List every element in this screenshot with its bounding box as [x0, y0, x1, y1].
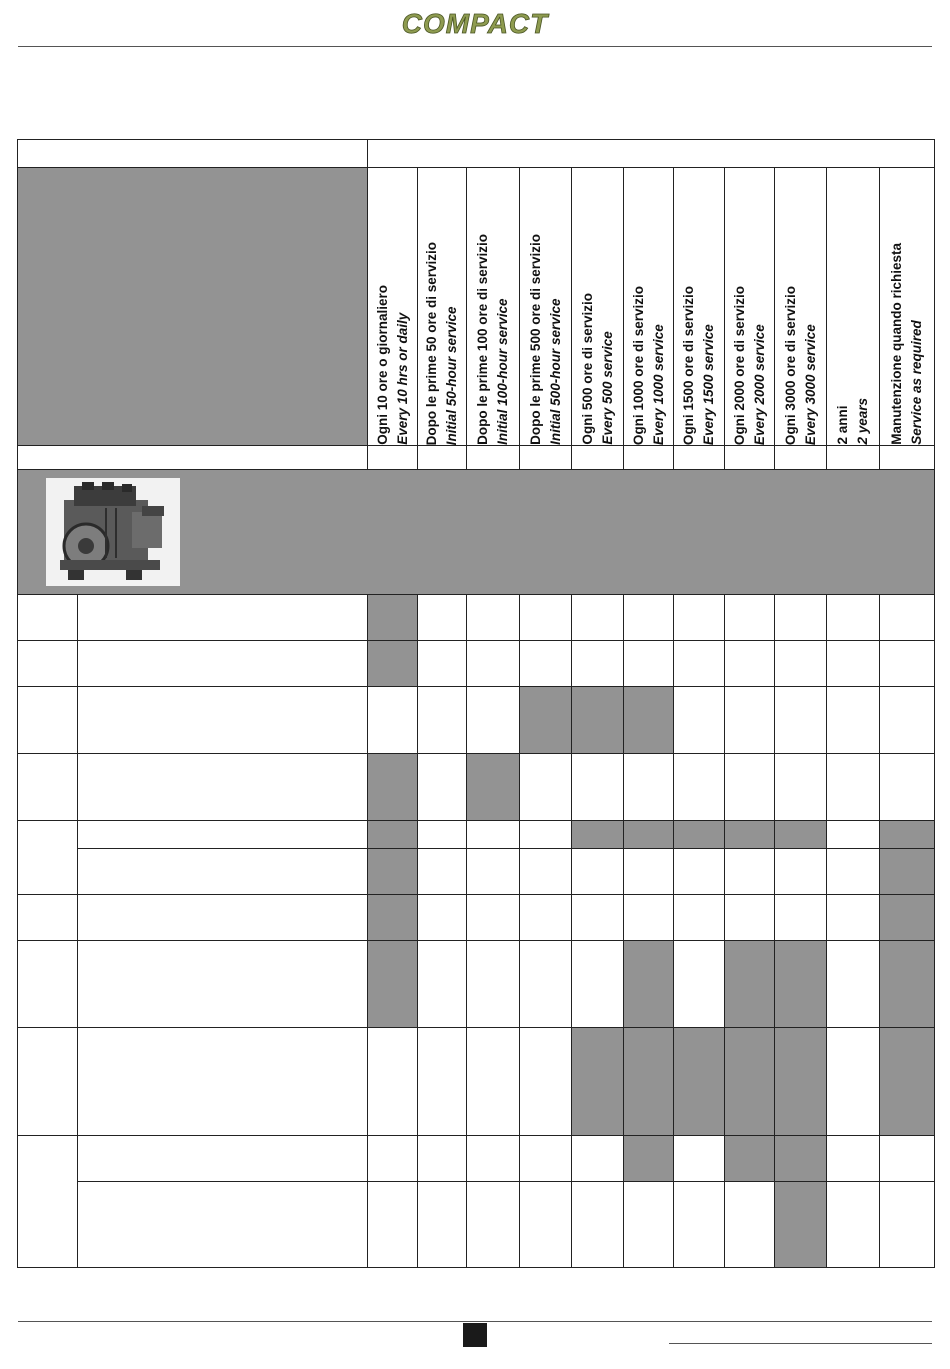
interval-header-3: Dopo le prime 500 ore di servizio Initial 500-hour service [520, 168, 572, 446]
table-row [18, 1028, 935, 1136]
table-row [18, 1136, 935, 1182]
table-row [18, 849, 935, 895]
operation-header-cell [18, 168, 368, 446]
engine-photo-icon [46, 478, 180, 586]
compact-logo [380, 6, 570, 40]
interval-header-8: Ogni 3000 ore di servizio Every 3000 service [775, 168, 827, 446]
table-row [18, 754, 935, 821]
title-cell-right [368, 140, 935, 168]
footer-short-rule [669, 1343, 932, 1344]
table-row [18, 687, 935, 754]
maintenance-table [17, 139, 935, 1268]
table-row [18, 941, 935, 1028]
table-row [18, 1182, 935, 1268]
interval-header-1: Dopo le prime 50 ore di servizio Initial 50-hour service [418, 168, 467, 446]
interval-header-7: Ogni 2000 ore di servizio Every 2000 service [725, 168, 775, 446]
spacer-row [18, 446, 935, 470]
title-row [18, 140, 935, 168]
interval-header-6: Ogni 1500 ore di servizio Every 1500 service [674, 168, 725, 446]
table-row [18, 641, 935, 687]
page-marker [463, 1323, 487, 1347]
engine-section-row [18, 470, 935, 595]
interval-header-row [18, 168, 935, 446]
interval-header-9: 2 anni 2 years [827, 168, 880, 446]
title-cell-left [18, 140, 368, 168]
table-row [18, 595, 935, 641]
interval-header-10: Manutenzione quando richiesta Service as required [880, 168, 935, 446]
interval-header-4: Ogni 500 ore di servizio Every 500 service [572, 168, 624, 446]
interval-header-0: Ogni 10 ore o giornaliero Every 10 hrs or daily [368, 168, 418, 446]
table-row [18, 895, 935, 941]
logo-text: COMPACT [401, 8, 549, 39]
interval-header-2: Dopo le prime 100 ore di servizio Initial 100-hour service [467, 168, 520, 446]
table-row [18, 821, 935, 849]
header-rule [18, 46, 932, 47]
engine-section-cell [18, 470, 935, 595]
footer-rule [18, 1321, 932, 1322]
interval-header-5: Ogni 1000 ore di servizio Every 1000 service [624, 168, 674, 446]
